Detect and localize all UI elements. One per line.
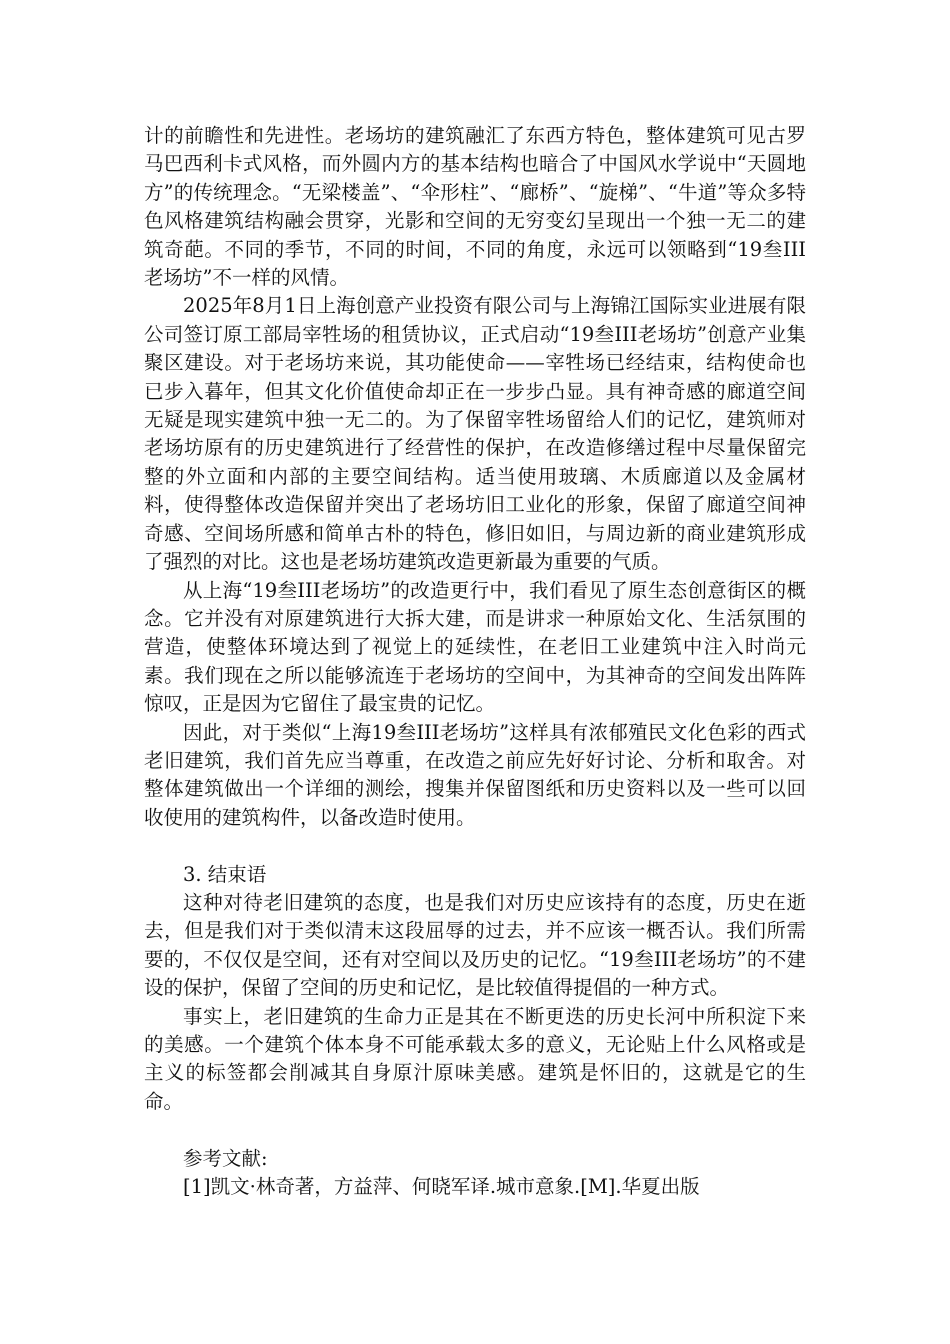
body-paragraph: 2025年8月1日上海创意产业投资有限公司与上海锦江国际实业进展有限公司签订原工部局宰牲场的租赁协议，正式启动“19叁III老场坊”创意产业集聚区建设。对于老场坊来说，其功能使命——宰牲场已经结束，结构使命也已步入暮年，但其文化价值使命却正在一步步凸显。具有神奇感的廊道空间无疑是现实建筑中独一无二的。为了保留宰牲场留给人们的记忆，建筑师对老场坊原有的历史建筑进行了经营性的保护，在改造修缮过程中尽量保留完整的外立面和内部的主要空间结构。适当使用玻璃、木质廊道以及金属材料，使得整体改造保留并突出了老场坊旧工业化的形象，保留了廊道空间神奇感、空间场所感和简单古朴的特色，修旧如旧，与周边新的商业建筑形成了强烈的对比。这也是老场坊建筑改造更新最为重要的气质。 xyxy=(144,294,806,574)
document-page xyxy=(144,122,806,1201)
body-paragraph: 事实上，老旧建筑的生命力正是其在不断更迭的历史长河中所积淀下来的美感。一个建筑个体本身不可能承载太多的意义，无论贴上什么风格或是主义的标签都会削减其自身原汁原味美感。建筑是怀旧的，这就是它的生命。 xyxy=(144,1004,806,1113)
body-paragraph: 因此，对于类似“上海19叁III老场坊”这样具有浓郁殖民文化色彩的西式老旧建筑，我们首先应当尊重，在改造之前应先好好讨论、分析和取舍。对整体建筑做出一个详细的测绘，搜集并保留图纸和历史资料以及一些可以回收使用的建筑构件，以备改造时使用。 xyxy=(144,720,806,829)
reference-item: [1]凯文·林奇著，方益萍、何晓军译.城市意象.[M].华夏出版 xyxy=(183,1175,700,1198)
references-title: 参考文献: xyxy=(183,1146,268,1170)
body-paragraph: 这种对待老旧建筑的态度，也是我们对历史应该持有的态度，历史在逝去，但是我们对于类似清末这段屈辱的过去，并不应该一概否认。我们所需要的，不仅仅是空间，还有对空间以及历史的记忆。“19叁III老场坊”的不建设的保护，保留了空间的历史和记忆，是比较值得提倡的一种方式。 xyxy=(144,890,806,1000)
section-heading: 3. 结束语 xyxy=(183,862,267,886)
body-paragraph: 计的前瞻性和先进性。老场坊的建筑融汇了东西方特色，整体建筑可见古罗马巴西利卡式风格，而外圆内方的基本结构也暗合了中国风水学说中“天圆地方”的传统理念。“无梁楼盖”、“伞形柱”、“廊桥”、“旋梯”、“牛道”等众多特色风格建筑结构融会贯穿，光影和空间的无穷变幻呈现出一个独一无二的建筑奇葩。不同的季节，不同的时间，不同的角度，永远可以领略到“19叁III老场坊”不一样的风情。 xyxy=(144,124,806,290)
body-paragraph: 从上海“19叁III老场坊”的改造更行中，我们看见了原生态创意街区的概念。它并没有对原建筑进行大拆大建，而是讲求一种原始文化、生活氛围的营造，使整体环境达到了视觉上的延续性，在老旧工业建筑中注入时尚元素。我们现在之所以能够流连于老场坊的空间中，为其神奇的空间发出阵阵惊叹，正是因为它留住了最宝贵的记忆。 xyxy=(144,578,806,716)
